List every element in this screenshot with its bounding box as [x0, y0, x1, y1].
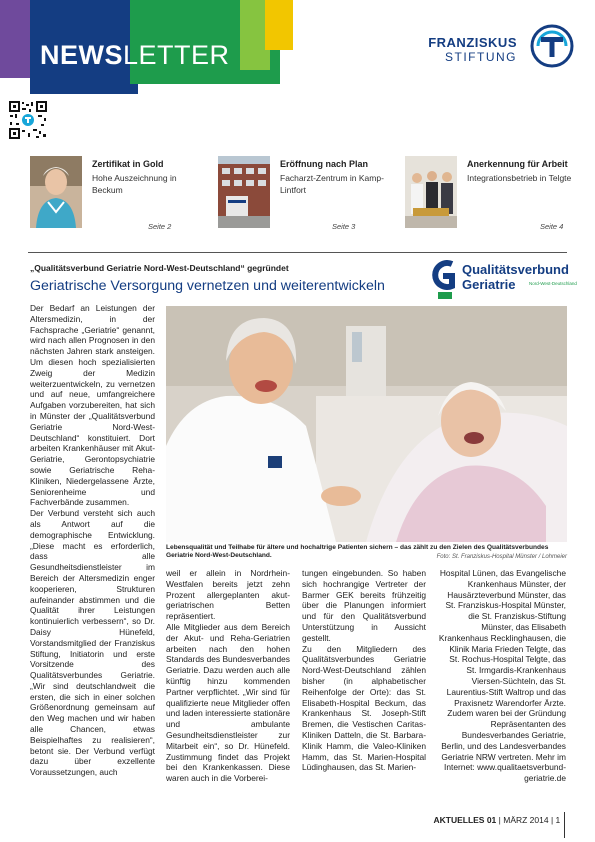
teaser-photo-nurse [30, 156, 82, 228]
teaser-zertifikat[interactable] [30, 156, 180, 232]
section-divider [28, 252, 567, 253]
teaser-photo-group [405, 156, 457, 228]
qr-code-icon[interactable] [8, 100, 48, 140]
footer-date: MÄRZ 2014 [503, 815, 549, 825]
teaser-title: Eröffnung nach Plan [280, 159, 369, 169]
brand-line2: STIFTUNG [445, 50, 517, 64]
footer-issue: AKTUELLES 01 [433, 815, 497, 825]
teaser-title: Anerkennung für Arbeit [467, 159, 568, 169]
paragraph: Der Verbund versteht sich auch als Antwort auf die demographische Entwicklung. „Diese macht es erforderlich, dass alle Gesundheitsdienstleister im Bereich der Altersmedizin enger kooperieren, Strukturen aufeinander abstimmen und die Qualität ihrer Leistungen kontinuierlich verbessern“, so Dr. Daisy Hünefeld, Vorstandsmitglied der Franziskus Stiftung, Initiatorin und erste Vorsitzende des Qualitätsverbundes Geriatrie. „Wir sind deutschlandweit die ersten, die sich in einer solchen Größenordnung gemeinsam auf den Weg machen und wir haben alle Chancen, etwas Beispielhaftes zu realisieren“, betont sie. Der Verbund verfügt dazu über exzellente Voraussetzungen, auch [30, 508, 155, 778]
article-column-2 [166, 568, 290, 816]
qg-logo-icon [428, 256, 458, 302]
teaser-photo-building [218, 156, 270, 228]
teaser-anerkennung[interactable] [405, 156, 572, 232]
teaser-text: Hohe Auszeichnung in Beckum [92, 173, 177, 195]
article-column-4 [438, 568, 566, 816]
qg-logo-tag: Nord-West-Deutschland [529, 281, 577, 286]
franziskus-logo-icon [530, 24, 574, 68]
article-kicker: „Qualitätsverbund Geriatrie Nord-West-Deutschland“ gegründet [30, 263, 289, 273]
paragraph: tungen eingebunden. So haben sich hochrangige Vertreter der Barmer GEK bereits frühzeitig über die Planungen informiert und für den Qualitätsverbund Unterstützung in Aussicht gestellt. [302, 568, 426, 643]
qg-logo-line1: Qualitätsverbund [462, 262, 569, 277]
paragraph: Alle Mitglieder aus dem Bereich der Akut- und Reha-Geriatrien arbeiten nach den hohen Standards des Bundesverbandes Geriatrie. Dazu werden auch alle künftig hinzu kommenden Partner verpflichtet. „Wir sind für qualifizierte neue Mitglieder offen und laden interessierte stationäre und ambulante Gesundheitsdienstleister zur Mitarbeit ein“, so Dr. Hünefeld. Zustimmung findet das Projekt bei den Krankenkassen. Diese waren auch in die Vorberei- [166, 621, 290, 784]
article-column-3 [302, 568, 426, 816]
footer-rule [564, 812, 565, 838]
teaser-page: Seite 4 [540, 222, 564, 231]
teaser-text: Facharzt-Zentrum in Kamp-Lintfort [280, 173, 384, 195]
teaser-page: Seite 3 [332, 222, 356, 231]
teaser-eroeffnung[interactable] [218, 156, 384, 232]
paragraph: weil er allein in Nordrhein-Westfalen bereits jetzt zehn Prozent allergeplanten akut-geriatrischen Betten repräsentiert. [166, 568, 290, 622]
brand-name [428, 36, 517, 64]
photo-credit: Foto: St. Franziskus-Hospital Münster / Lohmeier [436, 554, 567, 560]
paragraph: Zu den Mitgliedern des Qualitätsverbundes Geriatrie Nord-West-Deutschland zählen bisher (in alphabetischer Reihenfolge der Orte): das St. Elisabeth-Hospital Beckum, das Krankenhaus St. Joseph-Stift Bremen, die Vestischen Caritas-Kliniken Datteln, die St. Barbara-Klinik Hamm, die Valeo-Kliniken Hamm, das St. Marien-Hospital Lüdinghausen, das St. Marien- [302, 643, 426, 773]
article-headline: Geriatrische Versorgung vernetzen und weiterentwickeln [30, 278, 385, 294]
brand-line1: FRANZISKUS [428, 35, 517, 50]
photo-caption: Lebensqualität und Teilhabe für ältere und hochaltrige Patienten sichern – das zählt zu den Zielen des Qualitätsverbundes Geriatrie Nord-West-Deutschland. [166, 544, 549, 559]
qg-logo-line2: Geriatrie [462, 277, 516, 292]
paragraph: Hospital Lünen, das Evangelische Krankenhaus Münster, der Hausärzteverbund Münster, das St. Franziskus-Hospital Münster, die St. Franziskus-Stiftung Münster, das Elisabeth Krankenhaus Recklinghausen, die Klinik Maria Frieden Telgte, das St. Rochus-Hospital Telgte, das St. Irmgardis-Krankenhaus Viersen-Süchteln, das St. Laurentius-Stift Waltrop und das Praxisnetz Warendorfer Ärzte. Zudem waren bei der Gründung Repräsentanten des Bundesverbandes Geriatrie, Berlin, und des Landesverbandes Geriatrie NRW vertreten. Mehr im Internet: www.qualitaetsverbund-geriatrie.de [438, 568, 566, 784]
header-bar-yellow [265, 0, 293, 50]
teaser-text: Integrationsbetrieb in Telgte [467, 173, 572, 183]
qualitaetsverbund-logo [428, 256, 577, 302]
teaser-page: Seite 2 [148, 222, 172, 231]
article-column-1 [30, 303, 155, 815]
paragraph: Der Bedarf an Leistungen der Altersmedizin, in der Fachsprache „Geriatrie“ genannt, wird nach allen Prognosen in den nächsten Jahren stark ansteigen. Um diesen hoch spezialisierten Zweig der Medizin weiterzuentwickeln, zu vernetzen und auf neue, umfangreichere Aufgaben vorzubereiten, hat sich in Münster der „Qualitätsverbund Geriatrie Nord-West-Deutschland“ konstituiert. Dort arbeiten Krankenhäuser mit Akut-Geriatrie, Gerontopsychiatrie sowie Geriatrische Reha-Kliniken, Niedergelassene Ärzte, Seniorenheime und Fachverbände zusammen. [30, 303, 155, 508]
article-photo [166, 306, 567, 542]
newsletter-title: NEWSLETTER [40, 40, 230, 70]
footer-page: 1 [555, 815, 561, 825]
teaser-title: Zertifikat in Gold [92, 159, 164, 169]
page-footer: AKTUELLES 01 | MÄRZ 2014 | 1 [433, 815, 561, 825]
